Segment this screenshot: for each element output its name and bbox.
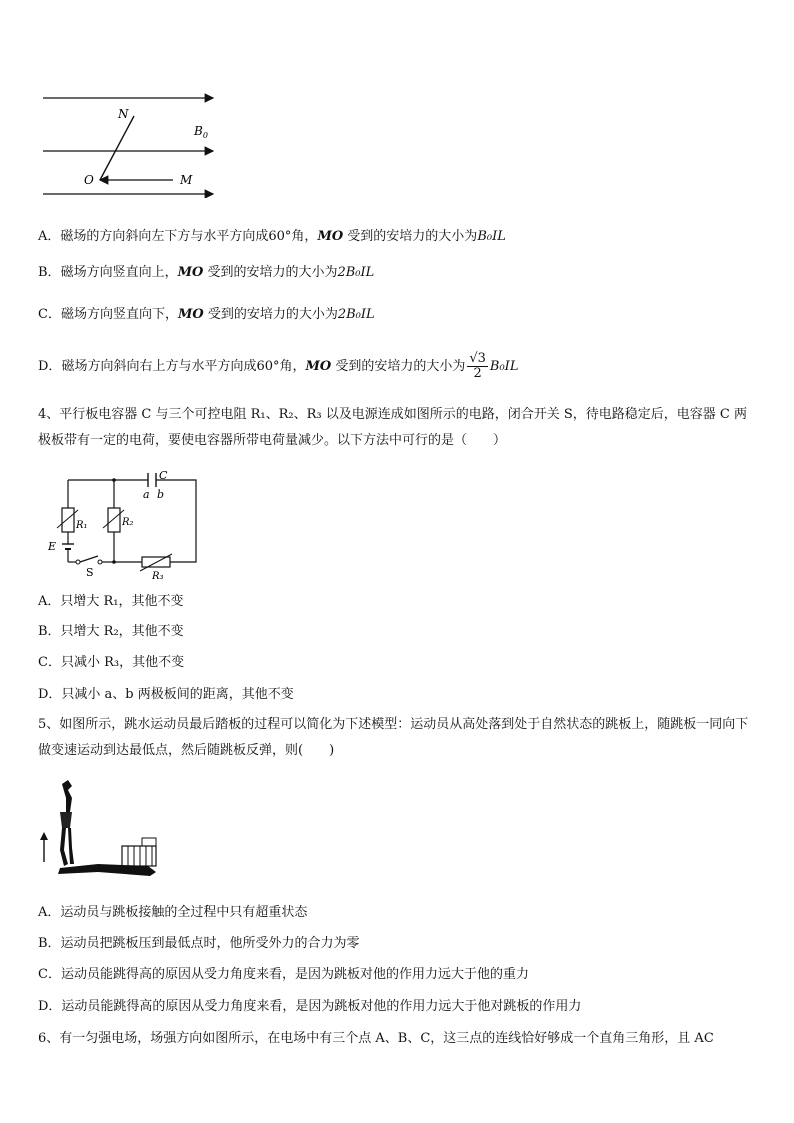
- label-o: O: [84, 173, 94, 187]
- conductor-on: [100, 116, 134, 180]
- q5-option-d: D．运动员能跳得高的原因从受力角度来看，是因为跳板对他的作用力远大于他对跳板的作用力: [38, 999, 582, 1014]
- q5-option-a: A．运动员与跳板接触的全过程中只有超重状态: [38, 905, 308, 920]
- q3-option-d: D．磁场方向斜向右上方与水平方向成60°角，MO 受到的安培力的大小为 $\frac{√3}{2}$ B₀IL: [38, 351, 519, 381]
- q4-stem: 4、平行板电容器 C 与三个可控电阻 R₁、R₂、R₃ 以及电源连成如图所示的电路，闭合开关 S，待电路稳定后，电容器 C 两极板带有一定的电荷，要使电容器所带电荷量减少。以下方法中可行的是（ ）: [38, 407, 747, 448]
- q5-option-c: C．运动员能跳得高的原因从受力角度来看，是因为跳板对他的作用力远大于他的重力: [38, 967, 529, 982]
- q5-option-b: B．运动员把跳板压到最低点时，他所受外力的合力为零: [38, 936, 360, 951]
- magnetic-field-figure: [38, 88, 228, 198]
- label-a: a: [143, 488, 150, 501]
- label-c: C: [159, 470, 168, 482]
- q4-option-c: C．只减小 R₃，其他不变: [38, 655, 185, 670]
- diver-figure: [38, 776, 163, 891]
- label-b: $B_0$: [194, 124, 208, 140]
- q3-option-a: A．磁场的方向斜向左下方与水平方向成60°角，MO 受到的安培力的大小为B₀IL: [38, 229, 506, 244]
- label-e: E: [48, 540, 57, 553]
- label-r2: R₂: [122, 517, 134, 528]
- circuit-figure: [42, 470, 202, 585]
- q3-option-b: B．磁场方向竖直向上，MO 受到的安培力的大小为2B₀IL: [38, 265, 375, 280]
- label-m: M: [180, 173, 193, 187]
- label-r3: R₃: [152, 571, 164, 582]
- label-s: S: [86, 566, 94, 579]
- sqrt3-over-2-fraction: $\frac{√3}{2}$: [469, 351, 486, 381]
- label-n: N: [118, 107, 129, 121]
- q4-option-b: B．只增大 R₂，其他不变: [38, 624, 184, 639]
- q6-stem: 6、有一匀强电场，场强方向如图所示，在电场中有三个点 A、B、C，这三点的连线恰好够成一个直角三角形，且 AC: [38, 1031, 714, 1046]
- q3-option-c: C．磁场方向竖直向下，MO 受到的安培力的大小为2B₀IL: [38, 307, 375, 322]
- label-b: b: [157, 488, 165, 501]
- q4-option-a: A．只增大 R₁，其他不变: [38, 594, 184, 609]
- q5-stem: 5、如图所示，跳水运动员最后踏板的过程可以简化为下述模型：运动员从高处落到处于自然状态的跳板上，随跳板一同向下做变速运动到达最低点，然后随跳板反弹，则( ): [38, 717, 749, 758]
- label-r1: R₁: [76, 520, 88, 531]
- q4-option-d: D．只减小 a、b 两极板间的距离，其他不变: [38, 687, 294, 702]
